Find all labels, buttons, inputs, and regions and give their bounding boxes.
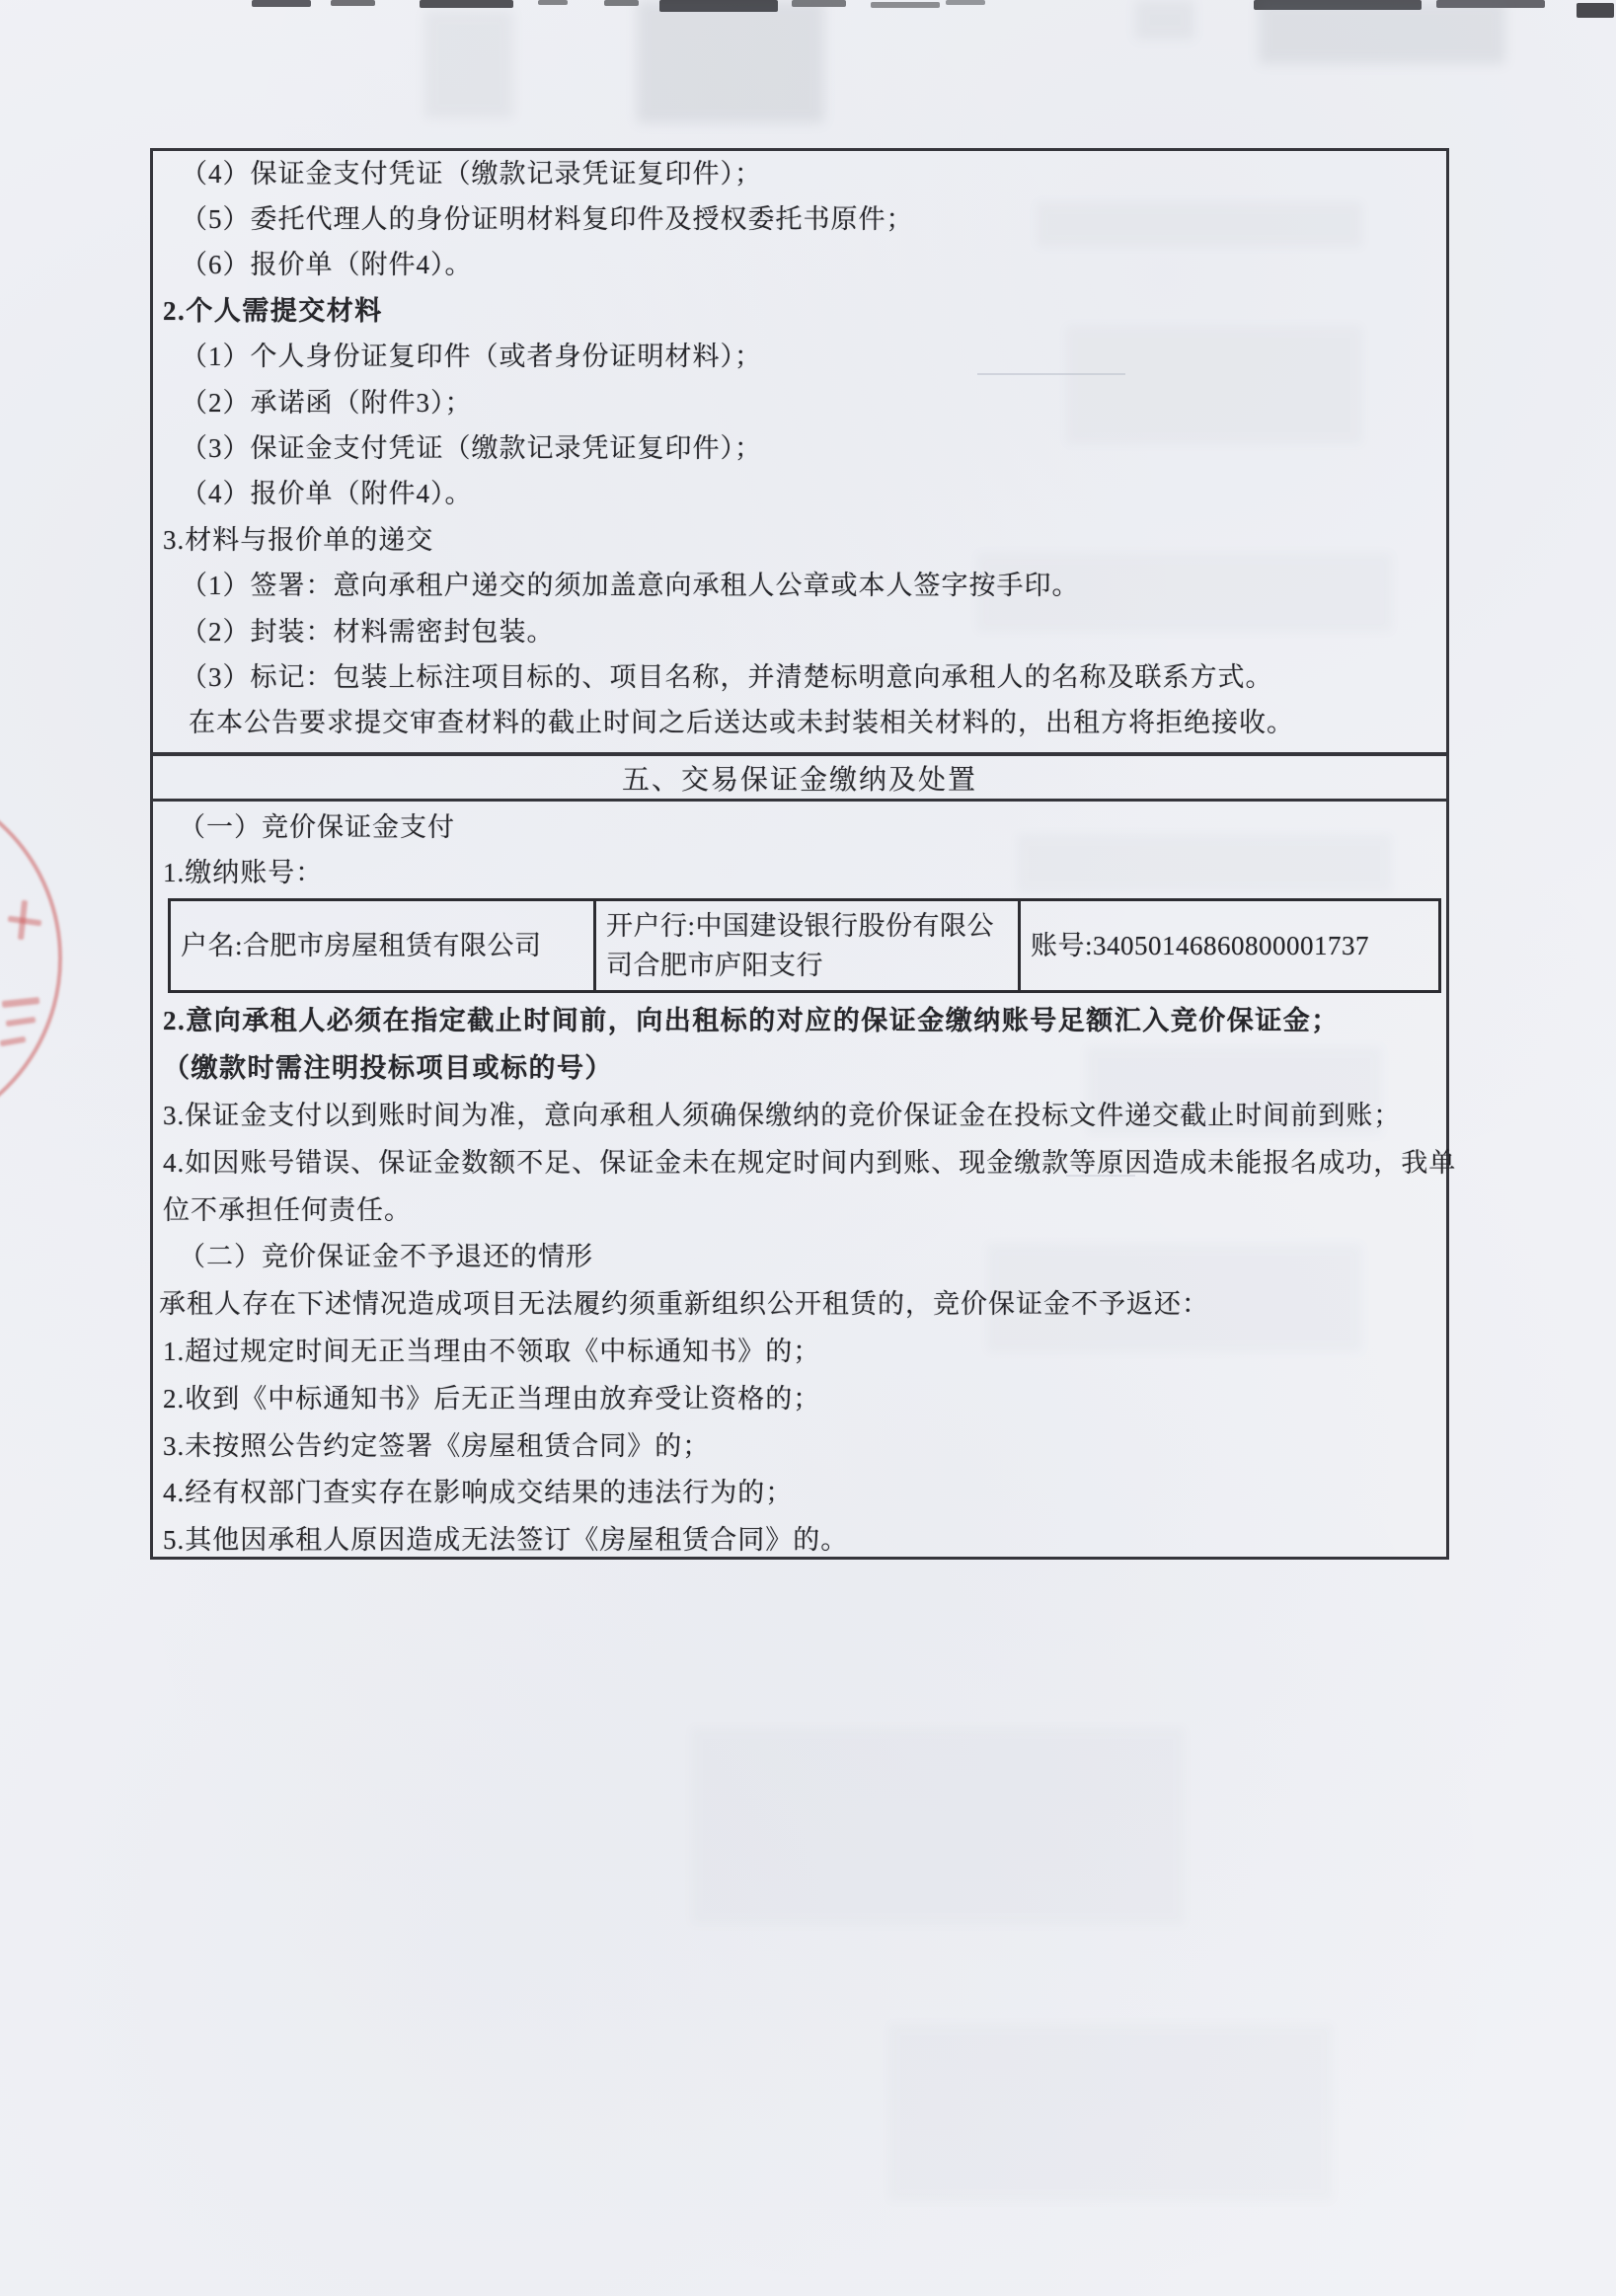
- text-line: （一）竞价保证金支付: [179, 811, 455, 842]
- scan-artifact: [538, 0, 568, 5]
- scan-smudge: [1259, 0, 1505, 64]
- text-line: （二）竞价保证金不予退还的情形: [179, 1242, 593, 1272]
- scan-smudge: [1135, 0, 1194, 39]
- deposit-payment-section: [159, 802, 1440, 893]
- bank-account-name: 户名:合肥市房屋租赁有限公司: [181, 931, 542, 960]
- text-line: 3.材料与报价单的递交: [163, 524, 434, 555]
- text-line: 3.保证金支付以到账时间为准，意向承租人须确保缴纳的竞价保证金在投标文件递交截止时间前到账；: [163, 1100, 1402, 1130]
- scan-smudge: [637, 0, 824, 123]
- text-line: （4）报价单（附件4）。: [181, 479, 473, 509]
- bank-branch-cell: [593, 901, 1018, 990]
- materials-submission-section: [159, 148, 1440, 743]
- scan-artifact: [871, 2, 940, 8]
- text-line: 1.缴纳账号：: [163, 858, 324, 888]
- text-line: （3）标记：包装上标注项目标的、项目名称，并清楚标明意向承租人的名称及联系方式。: [181, 661, 1273, 692]
- bank-account-name-cell: [171, 901, 593, 990]
- scan-artifact: [331, 0, 375, 6]
- deposit-rules-section: [159, 995, 1457, 1562]
- scan-artifact: [420, 0, 513, 8]
- section-five-header-row: [153, 752, 1446, 802]
- document-table: [150, 148, 1457, 1560]
- bank-account-number-cell: [1018, 901, 1438, 990]
- text-line: （1）签署：意向承租户递交的须加盖意向承租人公章或本人签字按手印。: [181, 571, 1080, 601]
- text-line: 2.收到《中标通知书》后无正当理由放弃受让资格的；: [163, 1383, 821, 1414]
- text-line: 2.个人需提交材料: [163, 295, 383, 326]
- bleed-through-artifact: [691, 1727, 1185, 1925]
- text-line: （3）保证金支付凭证（缴款记录凭证复印件）；: [181, 433, 762, 464]
- text-line: 4.如因账号错误、保证金数额不足、保证金未在规定时间内到账、现金缴款等原因造成未能报名成功，我单: [163, 1147, 1457, 1178]
- text-line: （4）保证金支付凭证（缴款记录凭证复印件）；: [181, 158, 762, 189]
- text-line: 4.经有权部门查实存在影响成交结果的违法行为的；: [163, 1478, 794, 1508]
- text-line: （6）报价单（附件4）。: [181, 250, 473, 280]
- bank-branch: 开户行:中国建设银行股份有限公司合肥市庐阳支行: [605, 911, 994, 980]
- bleed-through-artifact: [888, 2024, 1333, 2201]
- scan-smudge: [424, 10, 513, 118]
- text-line: （2）承诺函（附件3）；: [181, 387, 473, 418]
- text-line: 5.其他因承租人原因造成无法签订《房屋租赁合同》的。: [163, 1525, 849, 1556]
- scan-artifact: [604, 0, 639, 6]
- text-line: 承租人存在下述情况造成项目无法履约须重新组织公开租赁的，竞价保证金不予返还：: [159, 1289, 1209, 1320]
- text-line: 2.意向承租人必须在指定截止时间前，向出租标的对应的保证金缴纳账号足额汇入竞价保证金；: [163, 1006, 1340, 1036]
- red-seal-stamp: [0, 775, 62, 1142]
- text-line: （5）委托代理人的身份证明材料复印件及授权委托书原件；: [181, 204, 914, 235]
- scan-artifact: [252, 0, 311, 7]
- text-line: 3.未按照公告约定签署《房屋租赁合同》的；: [163, 1430, 711, 1461]
- text-line: （缴款时需注明投标项目或标的号）: [163, 1053, 613, 1084]
- text-line: 位不承担任何责任。: [163, 1194, 412, 1225]
- bank-account-number: 账号:34050146860800001737: [1030, 931, 1369, 960]
- scan-artifact: [1577, 3, 1614, 18]
- scan-artifact: [946, 0, 985, 5]
- text-line: （1）个人身份证复印件（或者身份证明材料）；: [181, 342, 762, 372]
- text-line: 在本公告要求提交审查材料的截止时间之后送达或未封装相关材料的，出租方将拒绝接收。: [189, 708, 1294, 738]
- section-five-title: 五、交易保证金缴纳及处置: [621, 764, 977, 796]
- bank-account-table: [168, 898, 1441, 993]
- text-line: 1.超过规定时间无正当理由不领取《中标通知书》的；: [163, 1336, 821, 1366]
- text-line: （2）封装：材料需密封包装。: [181, 616, 555, 647]
